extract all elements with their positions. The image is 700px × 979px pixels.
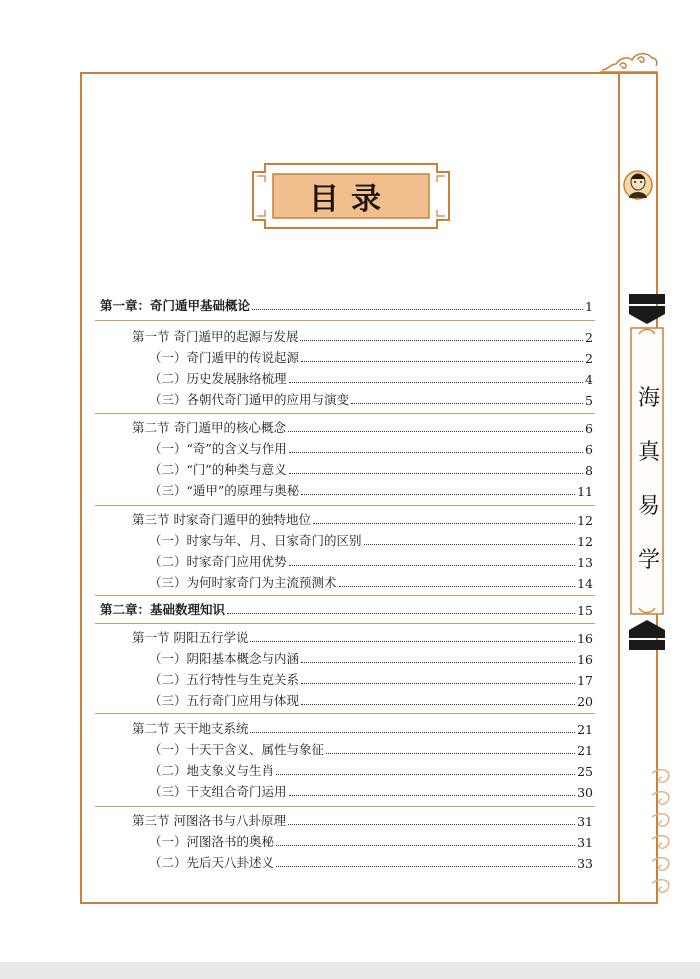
toc-item[interactable]: （一）河图洛书的奥秘 31 [149,834,593,850]
toc-item[interactable]: （一）“奇”的含义与作用 6 [149,441,593,457]
cloud-ornament-top [598,44,660,74]
page-title: 目录 [309,182,393,217]
page-bottom-strip [0,962,700,979]
separator [95,623,595,624]
side-title-char: 真 [637,440,660,465]
separator [95,713,595,714]
toc-item[interactable]: （一）奇门遁甲的传说起源 2 [149,350,593,366]
side-title-char: 学 [637,548,660,573]
toc-item[interactable]: （二）地支象义与生肖 25 [149,763,593,779]
toc-item[interactable]: （二）历史发展脉络梳理 4 [149,371,593,387]
toc-item[interactable]: （三）干支组合奇门运用 30 [149,784,593,800]
toc-section[interactable]: 第二节 奇门遁甲的核心概念 6 [132,420,593,436]
toc-section[interactable]: 第二节 天干地支系统 21 [132,721,593,737]
toc-item[interactable]: （一）时家与年、月、日家奇门的区别 12 [149,533,593,549]
toc-item[interactable]: （二）时家奇门应用优势 13 [149,554,593,570]
toc-item[interactable]: （二）五行特性与生克关系 17 [149,672,593,688]
toc-chapter[interactable]: 第一章：奇门遁甲基础概论 1 [100,298,593,314]
separator [95,806,595,807]
separator [95,320,595,321]
toc-section[interactable]: 第三节 河图洛书与八卦原理 31 [132,813,593,829]
separator [95,413,595,414]
side-title-char: 海 [637,386,660,411]
toc-section[interactable]: 第一节 奇门遁甲的起源与发展 2 [132,329,593,345]
side-title-char: 易 [637,494,660,519]
toc-item[interactable]: （二）“门”的种类与意义 8 [149,462,593,478]
toc-item[interactable]: （三）“遁甲”的原理与奥秘 11 [149,483,593,499]
toc-item[interactable]: （三）为何时家奇门为主流预测术 14 [149,575,593,591]
toc-item[interactable]: （三）各朝代奇门遁甲的应用与演变 5 [149,392,593,408]
toc-item[interactable]: （一）阴阳基本概念与内涵 16 [149,651,593,667]
toc-item[interactable]: （三）五行奇门应用与体现 20 [149,693,593,709]
separator [95,505,595,506]
author-avatar-icon [623,170,653,200]
toc-chapter[interactable]: 第二章：基础数理知识 15 [100,602,593,618]
side-title [635,372,663,588]
cloud-ornament-side [650,763,676,903]
toc-section[interactable]: 第一节 阴阳五行学说 16 [132,630,593,646]
toc-item[interactable]: （一）十天干含义、属性与象征 21 [149,742,593,758]
separator [95,595,595,596]
toc-section[interactable]: 第三节 时家奇门遁甲的独特地位 12 [132,512,593,528]
toc-item[interactable]: （二）先后天八卦述义 33 [149,855,593,871]
